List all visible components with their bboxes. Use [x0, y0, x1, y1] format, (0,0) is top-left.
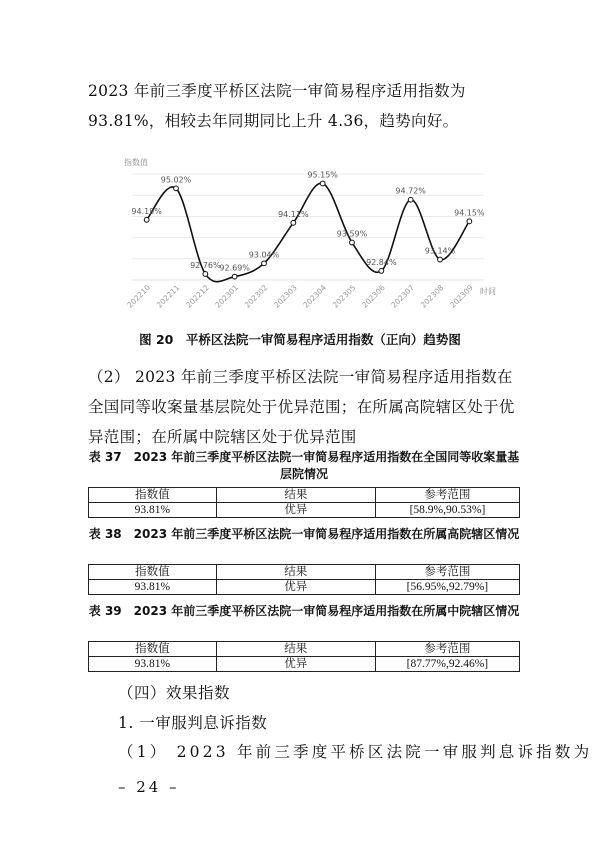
chart-value-labels [131, 170, 485, 272]
data-point [144, 217, 149, 222]
x-tick-label: 202308 [418, 283, 446, 310]
heading-item-1: 1. 一审服判息诉指数 [118, 714, 268, 732]
x-tick-label: 202210 [125, 283, 153, 310]
last-paragraph: （1） 2023 年前三季度平桥区法院一审服判息诉指数为 [118, 743, 593, 761]
x-tick-label: 202303 [272, 283, 299, 310]
data-label: 93.04% [248, 250, 280, 260]
page-number: – 24 – [118, 778, 180, 796]
data-point [408, 197, 413, 202]
table-cell: 93.81% [89, 657, 217, 672]
figure-caption: 图 20 平桥区法院一审简易程序适用指数（正向）趋势图 [139, 332, 461, 347]
table-cell: [87.77%,92.46%] [375, 657, 519, 672]
x-tick-label: 202304 [301, 283, 329, 310]
table-cell: [58.9%,90.53%] [375, 503, 519, 518]
x-tick-label: 202306 [360, 283, 387, 310]
table-37-caption: 表 37 2023 年前三季度平桥区法院一审简易程序适用指数在全国同等收案量基层院情况 [88, 450, 520, 481]
x-tick-label: 202307 [389, 283, 417, 310]
data-point [262, 261, 267, 266]
data-point [350, 240, 355, 245]
data-label: 92.76% [190, 260, 221, 270]
table-header-cell: 指数值 [89, 488, 217, 503]
x-tick-label: 202302 [242, 283, 270, 310]
table-header-cell: 参考范围 [375, 565, 519, 580]
data-point [467, 219, 472, 224]
table-cell: 优异 [216, 580, 375, 595]
table-row [89, 503, 520, 518]
table-header-row [89, 488, 520, 503]
data-label: 94.11% [278, 209, 309, 219]
table-header-cell: 指数值 [89, 642, 217, 657]
table-header-cell: 结果 [216, 565, 375, 580]
data-point [203, 272, 208, 277]
intro-paragraph: 2023 年前三季度平桥区法院一审简易程序适用指数为 93.81%，相较去年同期同比上升 4.36，趋势向好。 [88, 82, 466, 130]
heading-effect-index: （四）效果指数 [118, 684, 231, 702]
table-header-cell: 结果 [216, 488, 375, 503]
table-header-row [89, 642, 520, 657]
y-axis-label: 指数值 [124, 158, 148, 167]
data-point [438, 257, 443, 262]
data-label: 94.72% [395, 186, 426, 196]
table-39 [88, 641, 520, 672]
data-label: 92.84% [366, 257, 397, 267]
x-tick-label: 202301 [213, 283, 241, 310]
table-38-caption: 表 38 2023 年前三季度平桥区法院一审简易程序适用指数在所属高院辖区情况 [88, 527, 520, 541]
table-header-row [89, 565, 520, 580]
trend-line-chart [118, 152, 498, 327]
data-label: 93.14% [424, 246, 456, 256]
data-label: 94.15% [454, 208, 485, 218]
chart-gridlines [132, 174, 484, 280]
table-cell: 93.81% [89, 503, 217, 518]
table-38 [88, 564, 520, 595]
data-label: 95.15% [307, 170, 338, 180]
table-row [89, 657, 520, 672]
table-cell: [56.95%,92.79%] [375, 580, 519, 595]
data-point [174, 186, 179, 191]
data-point [232, 274, 237, 279]
data-label: 92.69% [219, 263, 250, 273]
data-label: 95.02% [160, 175, 192, 185]
table-37 [88, 487, 520, 518]
section-paragraph: （2） 2023 年前三季度平桥区法院一审简易程序适用指数在全国同等收案量基层院处于优异范围；在所属高院辖区处于优异范围；在所属中院辖区处于优异范围 [88, 368, 515, 446]
chart-x-ticks [125, 283, 474, 310]
data-point [379, 269, 384, 274]
x-tick-label: 202211 [154, 283, 182, 310]
table-39-caption: 表 39 2023 年前三季度平桥区法院一审简易程序适用指数在所属中院辖区情况 [88, 604, 520, 618]
table-header-cell: 结果 [216, 642, 375, 657]
table-row [89, 580, 520, 595]
table-cell: 优异 [216, 503, 375, 518]
data-point [291, 220, 296, 225]
table-header-cell: 参考范围 [375, 642, 519, 657]
data-point [320, 181, 325, 186]
table-cell: 93.81% [89, 580, 217, 595]
x-tick-label: 202309 [448, 283, 475, 310]
table-cell: 优异 [216, 657, 375, 672]
data-label: 93.59% [336, 229, 368, 239]
x-axis-label: 时间 [480, 287, 496, 296]
x-tick-label: 202305 [330, 283, 358, 310]
data-label: 94.19% [131, 206, 162, 216]
x-tick-label: 202212 [184, 283, 211, 310]
table-header-cell: 指数值 [89, 565, 217, 580]
table-header-cell: 参考范围 [375, 488, 519, 503]
